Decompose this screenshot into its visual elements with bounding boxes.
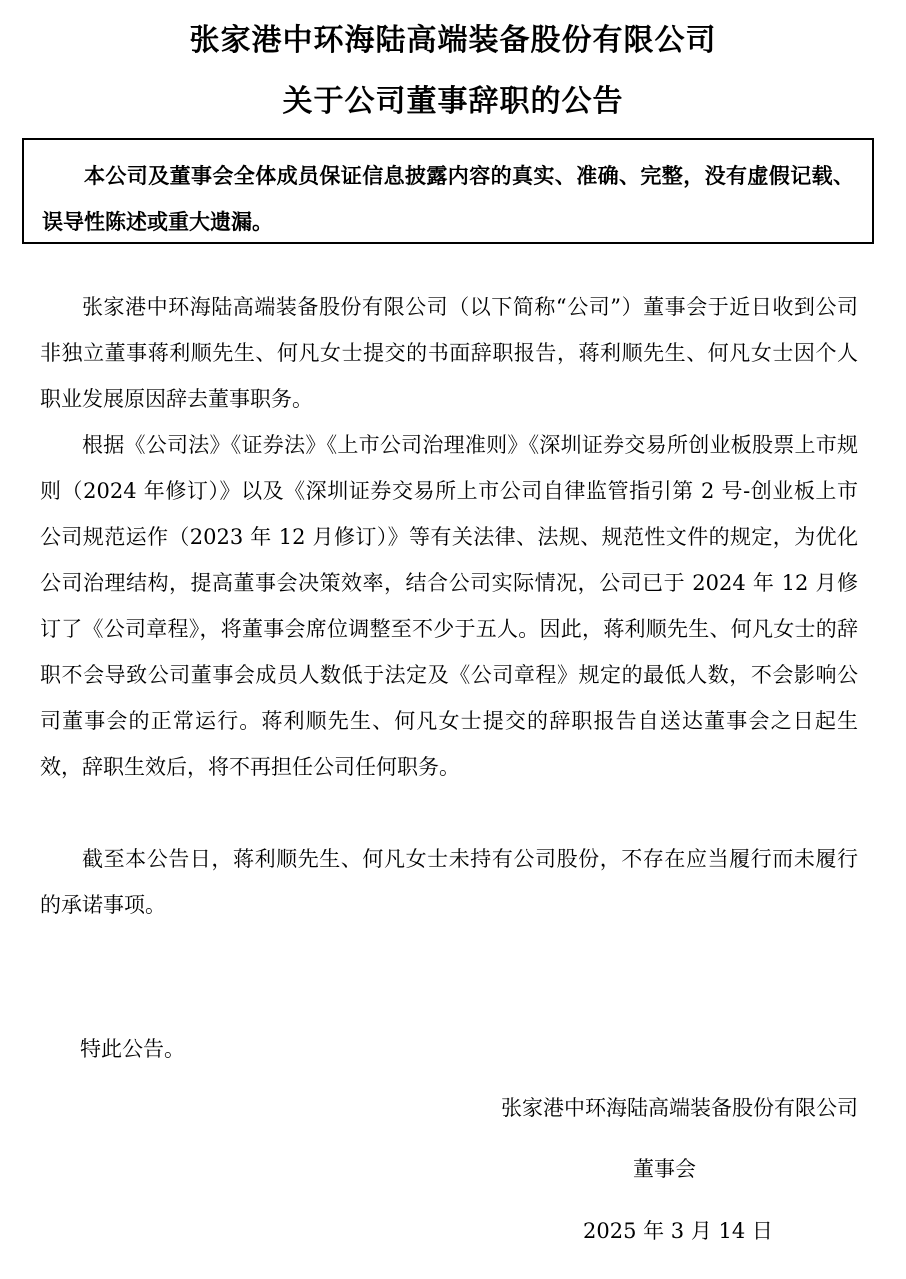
body-paragraph-2: 根据《公司法》《证券法》《上市公司治理准则》《深圳证券交易所创业板股票上市规则（2024 年修订）》以及《深圳证券交易所上市公司自律监管指引第 2 号-创业板上市公司规范运作（2023 年 12 月修订）》等有关法律、法规、规范性文件的规定，为优化公司治理结构，提高董事会决策效率，结合公司实际情况，公司已于 2024 年 12 月修订了《公司章程》，将董事会席位调整至不少于五人。因此，蒋利顺先生、何凡女士的辞职不会导致公司董事会成员人数低于法定及《公司章程》规定的最低人数，不会影响公司董事会的正常运行。蒋利顺先生、何凡女士提交的辞职报告自送达董事会之日起生效，辞职生效后，将不再担任公司任何职务。 xyxy=(40,433,858,779)
company-title: 张家港中环海陆高端装备股份有限公司 xyxy=(189,23,717,58)
signature-date: 2025 年 3 月 14 日 xyxy=(583,1219,773,1243)
signature-board: 董事会 xyxy=(633,1157,696,1181)
signature-company: 张家港中环海陆高端装备股份有限公司 xyxy=(501,1096,858,1120)
body-paragraph-3: 截至本公告日，蒋利顺先生、何凡女士未持有公司股份，不存在应当履行而未履行的承诺事项。 xyxy=(40,847,858,917)
disclaimer-box: 本公司及董事会全体成员保证信息披露内容的真实、准确、完整，没有虚假记载、误导性陈述或重大遗漏。 xyxy=(22,138,874,244)
announcement-title: 关于公司董事辞职的公告 xyxy=(282,84,624,119)
body-paragraph-1: 张家港中环海陆高端装备股份有限公司（以下简称“公司”）董事会于近日收到公司非独立董事蒋利顺先生、何凡女士提交的书面辞职报告，蒋利顺先生、何凡女士因个人职业发展原因辞去董事职务。 xyxy=(40,295,858,411)
closing-statement: 特此公告。 xyxy=(80,1037,185,1061)
